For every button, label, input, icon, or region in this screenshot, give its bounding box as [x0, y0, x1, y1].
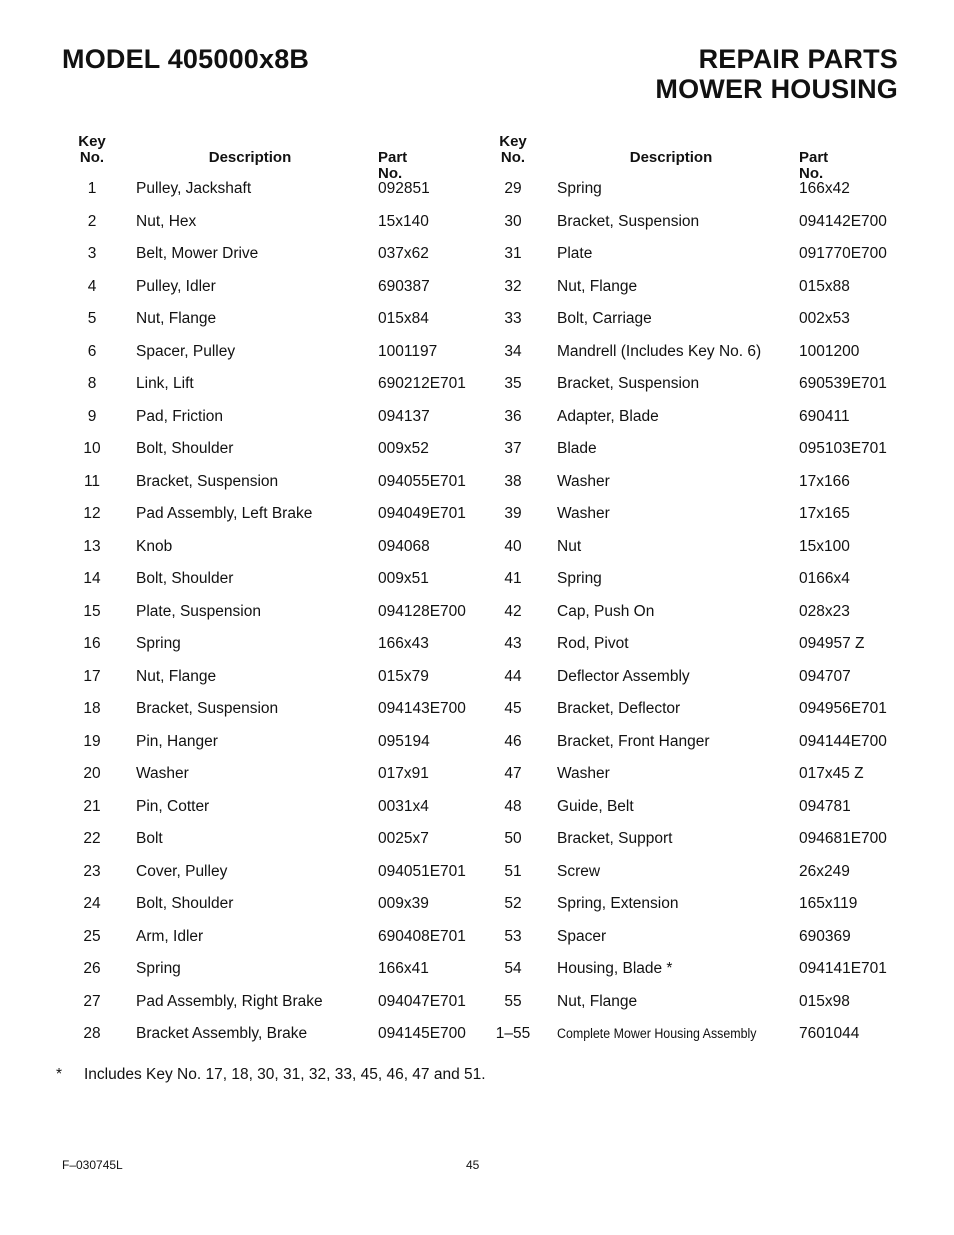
- part-no-cell: 17x165: [799, 505, 850, 522]
- key-no-cell: 28: [83, 1025, 101, 1042]
- description-cell: Nut: [557, 537, 582, 555]
- footnote: [56, 1066, 486, 1084]
- part-no-cell: 009x52: [378, 440, 429, 457]
- part-no-cell: 094707: [799, 667, 851, 685]
- description-cell: Spacer, Pulley: [136, 342, 236, 360]
- part-no-cell: 009x39: [378, 895, 429, 912]
- key-no-cell: 27: [83, 992, 101, 1010]
- description-cell: Spring: [557, 570, 602, 587]
- description-cell: Bracket, Suspension: [557, 212, 700, 230]
- description-cell: Bracket, Support: [557, 830, 673, 847]
- part-no-cell: 015x79: [378, 667, 429, 685]
- description-cell: Bolt, Shoulder: [136, 570, 234, 587]
- key-no-cell: 31: [504, 245, 522, 262]
- description-cell: Pin, Cotter: [136, 797, 210, 815]
- key-no-cell: 5: [87, 310, 97, 327]
- description-cell: Spring: [136, 960, 181, 977]
- description-cell: Nut, Flange: [557, 277, 638, 295]
- description-cell: Bracket, Deflector: [557, 700, 681, 717]
- key-no-cell: 32: [504, 277, 522, 295]
- part-no-header: Part No.: [799, 149, 829, 182]
- description-cell: Nut, Hex: [136, 212, 197, 230]
- description-cell: Belt, Mower Drive: [136, 245, 259, 262]
- key-no-header: [481, 134, 545, 166]
- description-cell: Bolt, Shoulder: [136, 895, 234, 912]
- description-cell: Housing, Blade *: [557, 960, 673, 977]
- key-header-line1: Key: [78, 133, 106, 150]
- key-no-cell: 14: [83, 570, 101, 587]
- key-no-cell: 26: [83, 960, 101, 977]
- description-cell: Washer: [136, 765, 189, 782]
- part-no-cell: 017x91: [378, 765, 429, 782]
- key-no-cell: 40: [504, 537, 522, 555]
- part-no-cell: 0025x7: [378, 830, 429, 847]
- section-title-line2: MOWER HOUSING: [655, 74, 898, 104]
- part-no-cell: 7601044: [799, 1025, 860, 1042]
- description-cell: Nut, Flange: [136, 310, 217, 327]
- key-no-cell: 12: [83, 505, 101, 522]
- key-no-cell: 30: [504, 212, 522, 230]
- part-no-cell: 015x88: [799, 277, 850, 295]
- key-no-cell: 3: [87, 245, 97, 262]
- part-no-cell: 094681E700: [799, 830, 887, 847]
- part-no-header: Part No.: [378, 149, 408, 182]
- description-cell: Pad Assembly, Left Brake: [136, 505, 313, 522]
- part-no-cell: 094145E700: [378, 1025, 466, 1042]
- part-no-cell: 094055E701: [378, 472, 466, 490]
- key-no-cell: 38: [504, 472, 522, 490]
- part-no-cell: 690411: [799, 407, 850, 425]
- description-cell: Plate, Suspension: [136, 602, 261, 620]
- section-title-line1: REPAIR PARTS: [698, 44, 898, 74]
- part-no-cell: 690387: [378, 277, 430, 295]
- key-no-cell: 1: [87, 180, 97, 197]
- description-cell: Spring: [557, 180, 602, 197]
- key-no-cell: 20: [83, 765, 101, 782]
- key-no-cell: 4: [87, 277, 97, 295]
- key-no-cell: 8: [87, 375, 97, 392]
- key-no-cell: 23: [83, 862, 101, 880]
- key-header-line1: Key: [499, 133, 527, 150]
- description-cell: Bracket, Suspension: [557, 375, 700, 392]
- part-no-cell: 015x84: [378, 310, 429, 327]
- description-cell: Spring: [136, 635, 181, 652]
- part-no-cell: 095103E701: [799, 440, 887, 457]
- key-no-cell: 22: [83, 830, 101, 847]
- description-cell: Mandrell (Includes Key No. 6): [557, 342, 762, 360]
- part-no-cell: 17x166: [799, 472, 850, 490]
- description-cell: Pin, Hanger: [136, 732, 218, 750]
- key-no-cell: 18: [83, 700, 101, 717]
- part-no-cell: 166x43: [378, 635, 429, 652]
- description-cell: Washer: [557, 505, 610, 522]
- part-no-cell: 0031x4: [378, 797, 429, 815]
- footnote-marker: *: [56, 1066, 63, 1083]
- key-no-cell: 15: [83, 602, 101, 620]
- key-no-cell: 24: [83, 895, 101, 912]
- part-no-cell: 094142E700: [799, 212, 887, 230]
- key-no-cell: 19: [83, 732, 101, 750]
- key-no-cell: 46: [504, 732, 522, 750]
- description-cell: Screw: [557, 862, 601, 880]
- description-cell: Bracket, Suspension: [136, 700, 279, 717]
- key-no-cell: 53: [504, 927, 522, 945]
- part-no-cell: 690212E701: [378, 375, 466, 392]
- part-no-cell: 094956E701: [799, 700, 887, 717]
- key-no-header: [60, 134, 124, 166]
- key-no-cell: 16: [83, 635, 101, 652]
- key-no-cell: 55: [504, 992, 522, 1010]
- key-no-cell: 44: [504, 667, 522, 685]
- description-cell: Bolt, Shoulder: [136, 440, 234, 457]
- part-no-cell: 017x45 Z: [799, 765, 864, 782]
- key-no-cell: 39: [504, 505, 522, 522]
- description-cell: Arm, Idler: [136, 927, 204, 945]
- part-no-cell: 094137: [378, 407, 430, 425]
- key-no-cell: 47: [504, 765, 522, 782]
- key-header-line2: No.: [500, 149, 526, 166]
- model-title: MODEL 405000x8B: [62, 44, 310, 74]
- description-cell: Bolt: [136, 830, 163, 847]
- part-no-cell: 002x53: [799, 310, 850, 327]
- key-no-cell: 51: [504, 862, 522, 880]
- description-cell: Rod, Pivot: [557, 635, 629, 652]
- key-no-cell: 21: [83, 797, 101, 815]
- part-no-cell: 094143E700: [378, 700, 466, 717]
- key-no-cell: 34: [504, 342, 522, 360]
- description-cell: Spacer: [557, 927, 607, 945]
- key-no-cell: 11: [83, 472, 101, 490]
- key-no-cell: 10: [83, 440, 101, 457]
- description-cell: Cap, Push On: [557, 602, 655, 620]
- part-no-cell: 094047E701: [378, 992, 466, 1010]
- key-no-cell: 54: [504, 960, 522, 977]
- key-no-cell: 2: [87, 212, 97, 230]
- key-no-cell: 9: [87, 407, 97, 425]
- description-cell: Spring, Extension: [557, 895, 679, 912]
- description-cell: Plate: [557, 245, 593, 262]
- description-cell: Bolt, Carriage: [557, 310, 652, 327]
- part-no-cell: 15x140: [378, 212, 429, 230]
- description-cell: Guide, Belt: [557, 797, 634, 815]
- page-number: 45: [466, 1158, 480, 1172]
- key-no-cell: 36: [504, 407, 522, 425]
- part-no-cell: 094051E701: [378, 862, 466, 880]
- key-no-cell: 45: [504, 700, 522, 717]
- description-cell: Nut, Flange: [136, 667, 217, 685]
- description-cell: Adapter, Blade: [557, 407, 659, 425]
- part-no-cell: 690369: [799, 927, 851, 945]
- key-no-cell: 48: [504, 797, 522, 815]
- key-no-cell: 29: [504, 180, 522, 197]
- part-no-cell: 1001200: [799, 342, 860, 360]
- part-no-cell: 094957 Z: [799, 635, 865, 652]
- description-cell: Pulley, Idler: [136, 277, 216, 295]
- part-no-cell: 009x51: [378, 570, 429, 587]
- description-cell: Washer: [557, 765, 610, 782]
- part-no-cell: 091770E700: [799, 245, 887, 262]
- key-no-cell: 17: [83, 667, 101, 685]
- description-header: Description: [629, 149, 713, 166]
- key-no-cell: 50: [504, 830, 522, 847]
- footnote-text: Includes Key No. 17, 18, 30, 31, 32, 33, 45, 46, 47 and 51.: [84, 1066, 486, 1083]
- part-no-cell: 1001197: [378, 342, 438, 360]
- key-no-cell: 37: [504, 440, 522, 457]
- part-no-cell: 15x100: [799, 537, 850, 555]
- description-cell: Knob: [136, 537, 173, 555]
- part-no-cell: 166x42: [799, 180, 850, 197]
- description-cell: Blade: [557, 440, 597, 457]
- part-no-cell: 028x23: [799, 602, 850, 620]
- description-cell: Washer: [557, 472, 610, 490]
- key-no-cell: 25: [83, 927, 101, 945]
- description-cell: Link, Lift: [136, 375, 194, 392]
- key-no-cell: 52: [504, 895, 522, 912]
- part-no-cell: 094128E700: [378, 602, 466, 620]
- part-no-cell: 094144E700: [799, 732, 887, 750]
- form-number: F–030745L: [62, 1158, 123, 1172]
- description-cell: Pad, Friction: [136, 407, 224, 425]
- part-no-cell: 094781: [799, 797, 851, 815]
- part-no-cell: 094068: [378, 537, 430, 555]
- key-header-line2: No.: [79, 149, 105, 166]
- description-cell: Cover, Pulley: [136, 862, 228, 880]
- key-no-cell: 6: [87, 342, 97, 360]
- key-no-cell: 13: [83, 537, 101, 555]
- part-no-cell: 037x62: [378, 245, 429, 262]
- description-cell: Pad Assembly, Right Brake: [136, 992, 323, 1010]
- part-no-cell: 094049E701: [378, 505, 466, 522]
- description-cell: Pulley, Jackshaft: [136, 180, 252, 197]
- part-no-cell: 26x249: [799, 862, 850, 880]
- part-no-cell: 166x41: [378, 960, 429, 977]
- part-no-cell: 165x119: [799, 895, 858, 912]
- description-cell: Bracket, Suspension: [136, 472, 279, 490]
- part-no-cell: 0166x4: [799, 570, 850, 587]
- part-no-cell: 094141E701: [799, 960, 887, 977]
- key-no-cell: 43: [504, 635, 522, 652]
- description-cell: Bracket Assembly, Brake: [136, 1025, 308, 1042]
- description-cell: Complete Mower Housing Assembly: [557, 1026, 757, 1041]
- key-no-cell: 1–55: [495, 1025, 531, 1042]
- description-cell: Bracket, Front Hanger: [557, 732, 710, 750]
- description-cell: Nut, Flange: [557, 992, 638, 1010]
- part-no-cell: 095194: [378, 732, 430, 750]
- part-no-cell: 690408E701: [378, 927, 466, 945]
- part-no-cell: 092851: [378, 180, 430, 197]
- part-no-cell: 015x98: [799, 992, 850, 1010]
- key-no-cell: 41: [504, 570, 522, 587]
- key-no-cell: 33: [504, 310, 522, 327]
- description-header: Description: [208, 149, 292, 166]
- section-title: [655, 44, 898, 104]
- part-no-cell: 690539E701: [799, 375, 887, 392]
- key-no-cell: 42: [504, 602, 522, 620]
- key-no-cell: 35: [504, 375, 522, 392]
- description-cell: Deflector Assembly: [557, 667, 690, 685]
